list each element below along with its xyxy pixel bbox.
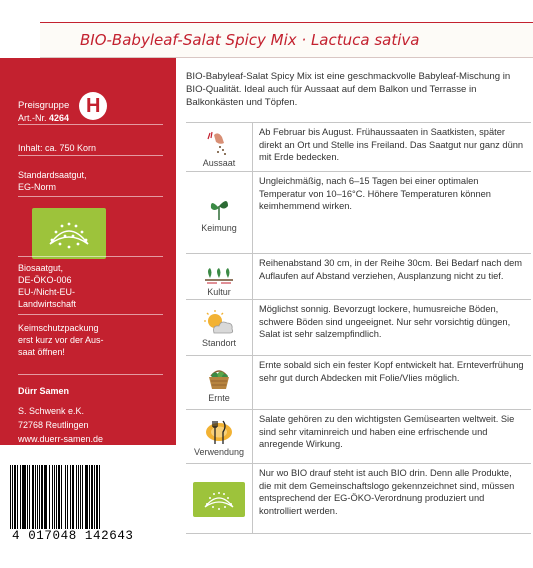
bio-line-2: DE-ÖKO-006 [18,275,72,285]
divider [18,155,163,156]
seed-standard-line-1: Standardsaatgut, [18,170,87,180]
row-label: Ernte [208,393,230,403]
price-group-label: Preisgruppe [18,100,70,111]
sun-cloud-icon [202,309,236,337]
row-keimung [186,172,531,254]
price-group-badge: H [79,92,107,120]
row-text: Nur wo BIO drauf steht ist auch BIO drin. Denn alle Produkte, die mit dem Gemeinschaftslogo gekennzeichnet sind, müssen entsprechend der EG-ÖKO-Verordnung produziert und kontrolliert werden. [259,468,515,516]
article-value: 4264 [49,113,70,123]
plant-row-icon [202,258,236,286]
divider [18,314,163,315]
barcode-bar [99,465,100,539]
row-standort [186,300,531,356]
row-label: Verwendung [193,447,245,457]
row-text: Möglichst sonnig. Bevorzugt lockere, humusreiche Böden, schwere Böden sind ungeeignet. Nur sehr vorsichtig düngen, Salat ist sehr salzempfindlich. [259,304,511,340]
bio-line-4: Landwirtschaft [18,299,77,309]
eu-organic-logo [193,482,245,517]
divider [18,374,163,375]
row-label: Standort [201,338,237,348]
company-website[interactable]: www.duerr-samen.de [18,434,104,444]
protect-line-1: Keimschutzpackung [18,323,99,333]
bio-line-1: Biosaatgut, [18,263,64,273]
row-verwendung [186,410,531,464]
content-info: Inhalt: ca. 750 Korn [18,143,97,153]
row-label: Kultur [207,287,231,297]
row-label: Aussaat [202,157,236,168]
barcode [10,457,166,539]
fork-knife-plate-icon [202,418,236,446]
seed-standard-line-2: EG-Norm [18,182,56,192]
row-text: Ernte sobald sich ein fester Kopf entwickelt hat. Ernteverfrühung sehr gut durch Abdecken mit Folie/Vlies möglich. [259,360,524,383]
article-label: Art.-Nr. [18,113,47,123]
protect-line-3: saat öffnen! [18,347,65,357]
company-address-2: 72768 Reutlingen [18,420,89,430]
row-text: Reihenabstand 30 cm, in der Reihe 30cm. Bei Bedarf nach dem Auflaufen auf Abstand verziehen, Ausplanzung nicht zu tief. [259,258,523,281]
row-kultur [186,254,531,300]
company-name: Dürr Samen [18,386,70,396]
harvest-basket-icon [202,364,236,392]
row-text: Ungleichmäßig, nach 6–15 Tagen bei einer optimalen Temperatur von 10–16°C. Höhere Temperaturen können keimhemmend wirken. [259,176,491,212]
divider [18,124,163,125]
row-label: Keimung [201,223,237,233]
row-aussaat [186,122,531,172]
article-number [18,112,69,124]
row-bio-info [186,464,531,534]
company-address-1: S. Schwenk e.K. [18,406,85,416]
bio-line-3: EU-/Nicht-EU- [18,287,76,297]
product-title-bar [40,22,533,58]
eu-organic-logo [32,208,106,259]
row-text: Salate gehören zu den wichtigsten Gemüsearten weltweit. Sie sind sehr vitaminreich und haben eine erfrischende und anregende Wirkung. [259,414,515,450]
row-ernte [186,356,531,410]
divider [18,196,163,197]
row-text: Ab Februar bis August. Frühaussaaten in Saatkisten, später direkt an Ort und Stelle ins Freiland. Das Saatgut nur ganz dünn mit Erde bedecken. [259,127,524,163]
product-title: BIO-Babyleaf-Salat Spicy Mix · Lactuca sativa [80,31,420,49]
intro-text: BIO-Babyleaf-Salat Spicy Mix ist eine geschmackvolle Babyleaf-Mischung in BIO-Qualität. Ideal auch für Aussaat auf dem Balkon und Terrasse in Balkonkästen und Töpfen. [186,71,511,108]
barcode-digits: 4 017048 142643 [10,529,166,543]
barcode-area [0,445,176,568]
divider [18,256,163,257]
protect-line-2: erst kurz vor der Aus- [18,335,104,345]
seedling-icon [202,194,236,222]
sowing-hand-icon [202,129,236,157]
